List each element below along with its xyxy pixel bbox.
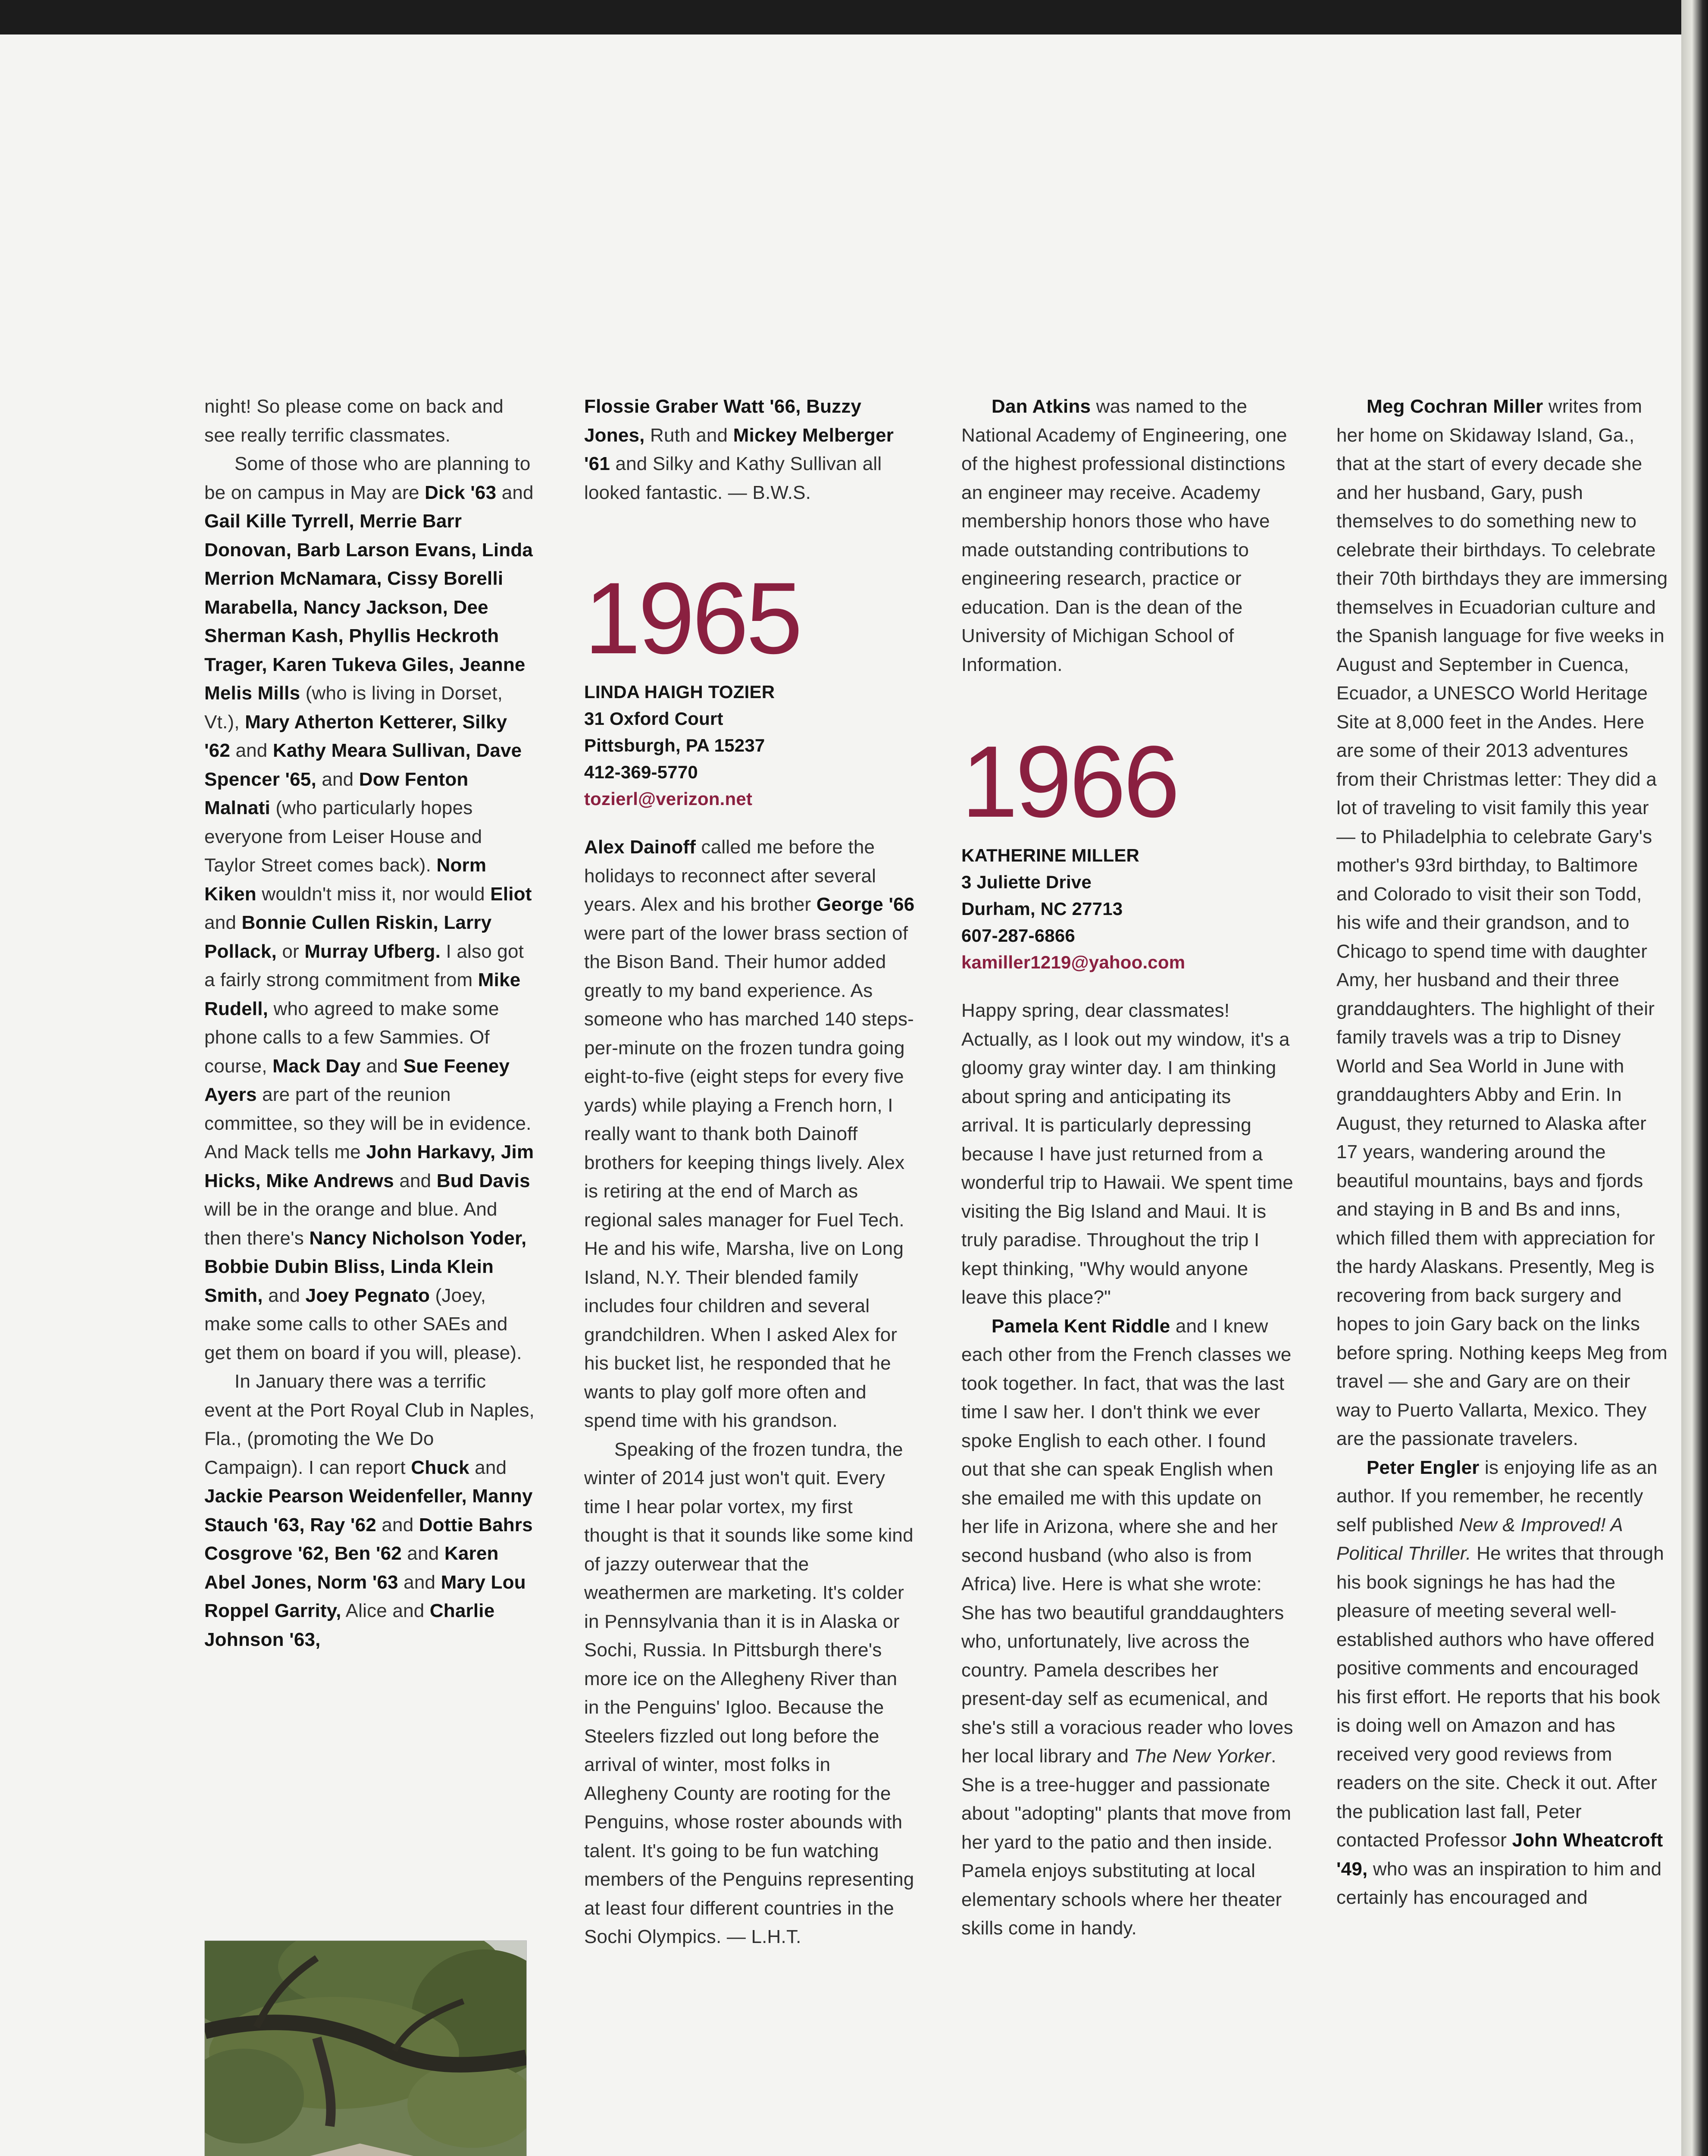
paragraph: In January there was a terrific event at the Port Royal Club in Naples, Fla., (promoting the We Do Campaign). I can report Chuck and Jackie Pearson Weidenfeller, Manny Stauch '63, Ray '62 and Dottie Bahrs Cosgrove '62, Ben '62 and Karen Abel Jones, Norm '63 and Mary Lou Roppel Garrity, Alice and Charlie Johnson '63,	[204, 1371, 535, 1650]
class-year-heading: 1966	[961, 725, 1178, 839]
column-3	[961, 392, 1293, 1943]
contact-email-link[interactable]: kamiller1219@yahoo.com	[961, 952, 1186, 972]
paragraph: Pamela Kent Riddle and I knew each other from the French classes we took together. In fact, that was the last time I saw her. I don't think we ever spoke English to each other. I found out that she can speak English when she emailed me with this update on her life in Arizona, where she and her second husband (who also is from Africa) live. Here is what she wrote: She has two beautiful granddaughters who, unfortunately, live across the country. Pamela describes her present-day self as ecumenical, and she's still a voracious reader who loves her local library and The New Yorker. She is a tree-hugger and passionate about "adopting" plants that move from her yard to the patio and then inside. Pamela enjoys substituting at local elementary schools where her theater skills come in handy.	[961, 1315, 1293, 1939]
paragraph: Dan Atkins was named to the National Academy of Engineering, one of the highest professional distinctions an engineer may receive. Academy membership honors those who have made outstanding contributions to engineering research, practice or education. Dan is the dean of the University of Michigan School of Information.	[961, 396, 1287, 675]
column-4	[1336, 392, 1668, 1912]
contact-street: 3 Juliette Drive	[961, 872, 1092, 892]
class-secretary-name: LINDA HAIGH TOZIER	[584, 682, 775, 702]
tree-photo	[204, 1940, 527, 2156]
contact-street: 31 Oxford Court	[584, 708, 723, 729]
contact-phone: 607-287-6866	[961, 925, 1075, 946]
paragraph: night! So please come on back and see really terrific classmates.	[204, 396, 504, 446]
paragraph: Flossie Graber Watt '66, Buzzy Jones, Ruth and Mickey Melberger '61 and Silky and Kathy Sullivan all looked fantastic. — B.W.S.	[584, 396, 894, 503]
paragraph: Peter Engler is enjoying life as an author. If you remember, he recently self published New & Improved! A Political Thriller. He writes that through his book signings he has had the pleasure of meeting several well-established authors who have offered positive comments and encouraged his first effort. He reports that his book is doing well on Amazon and has received very good reviews from readers on the site. Check it out. After the publication last fall, Peter contacted Professor John Wheatcroft '49, who was an inspiration to him and certainly has encouraged and	[1336, 1457, 1664, 1908]
paragraph: Happy spring, dear classmates! Actually, as I look out my window, it's a gloomy gray winter day. I am thinking about spring and anticipating its arrival. It is particularly depressing because I have just returned from a wonderful trip to Hawaii. We spent time visiting the Big Island and Maui. It is truly paradise. Throughout the trip I kept thinking, "Why would anyone leave this place?"	[961, 1000, 1293, 1308]
tree-photo-image	[205, 1941, 526, 2156]
contact-city: Durham, NC 27713	[961, 899, 1123, 919]
paragraph: Meg Cochran Miller writes from her home on Skidaway Island, Ga., that at the start of every decade she and her husband, Gary, push themselves to do something new to celebrate their birthdays. To celebrate their 70th birthdays they are immersing themselves in Ecuadorian culture and the Spanish language for five weeks in August and September in Cuenca, Ecuador, a UNESCO World Heritage Site at 8,000 feet in the Andes. Here are some of their 2013 adventures from their Christmas letter: They did a lot of traveling to visit family this year — to Philadelphia to celebrate Gary's mother's 93rd birthday, to Baltimore and Colorado to visit their son Todd, his wife and their grandson, and to Chicago to spend time with daughter Amy, her husband and their three granddaughters. The highlight of their family travels was a trip to Disney World and Sea World in June with granddaughters Abby and Erin. In August, they returned to Alaska after 17 years, wandering around the beautiful mountains, bays and fjords and staying in B and Bs and inns, which filled them with appreciation for the hardy Alaskans. Presently, Meg is recovering from back surgery and hopes to join Gary back on the links before spring. Nothing keeps Meg from travel — she and Gary are on their way to Puerto Vallarta, Mexico. They are the passionate travelers.	[1336, 396, 1668, 1449]
paragraph: Speaking of the frozen tundra, the winter of 2014 just won't quit. Every time I hear polar vortex, my first thought is that it sounds like some kind of jazzy outerwear that the weathermen are marketing. It's colder in Pennsylvania than it is in Alaska or Sochi, Russia. In Pittsburgh there's more ice on the Allegheny River than in the Penguins' Igloo. Because the Steelers fizzled out long before the arrival of winter, most folks in Allegheny County are rooting for the Penguins, whose roster abounds with talent. It's going to be fun watching members of the Penguins representing at least four different countries in the Sochi Olympics. — L.H.T.	[584, 1438, 914, 1947]
page-binding-edge	[1681, 0, 1708, 2156]
class-secretary-name: KATHERINE MILLER	[961, 845, 1140, 865]
contact-phone: 412-369-5770	[584, 762, 698, 782]
contact-city: Pittsburgh, PA 15237	[584, 735, 765, 755]
column-2	[584, 392, 916, 1952]
contact-email-link[interactable]: tozierl@verizon.net	[584, 789, 753, 809]
column-1	[204, 392, 536, 1654]
paragraph: Some of those who are planning to be on campus in May are Dick '63 and Gail Kille Tyrrell, Merrie Barr Donovan, Barb Larson Evans, Linda Merrion McNamara, Cissy Borelli Marabella, Nancy Jackson, Dee Sherman Kash, Phyllis Heckroth Trager, Karen Tukeva Giles, Jeanne Melis Mills (who is living in Dorset, Vt.), Mary Atherton Ketterer, Silky '62 and Kathy Meara Sullivan, Dave Spencer '65, and Dow Fenton Malnati (who particularly hopes everyone from Leiser House and Taylor Street comes back). Norm Kiken wouldn't miss it, nor would Eliot and Bonnie Cullen Riskin, Larry Pollack, or Murray Ufberg. I also got a fairly strong commitment from Mike Rudell, who agreed to make some phone calls to a few Sammies. Of course, Mack Day and Sue Feeney Ayers are part of the reunion committee, so they will be in evidence. And Mack tells me John Harkavy, Jim Hicks, Mike Andrews and Bud Davis will be in the orange and blue. And then there's Nancy Nicholson Yoder, Bobbie Dubin Bliss, Linda Klein Smith, and Joey Pegnato (Joey, make some calls to other SAEs and get them on board if you will, please).	[204, 453, 534, 1363]
magazine-page	[0, 34, 1681, 2156]
class-year-heading: 1965	[584, 561, 801, 675]
paragraph: Alex Dainoff called me before the holidays to reconnect after several years. Alex and his brother George '66 were part of the lower brass section of the Bison Band. Their humor added greatly to my band experience. As someone who has marched 140 steps-per-minute on the frozen tundra going eight-to-five (eight steps for every five yards) while playing a French horn, I really want to thank both Dainoff brothers for keeping things lively. Alex is retiring at the end of March as regional sales manager for Fuel Tech. He and his wife, Marsha, live on Long Island, N.Y. Their blended family includes four children and several grandchildren. When I asked Alex for his bucket list, he responded that he wants to play golf more often and spend time with his grandson.	[584, 837, 915, 1431]
